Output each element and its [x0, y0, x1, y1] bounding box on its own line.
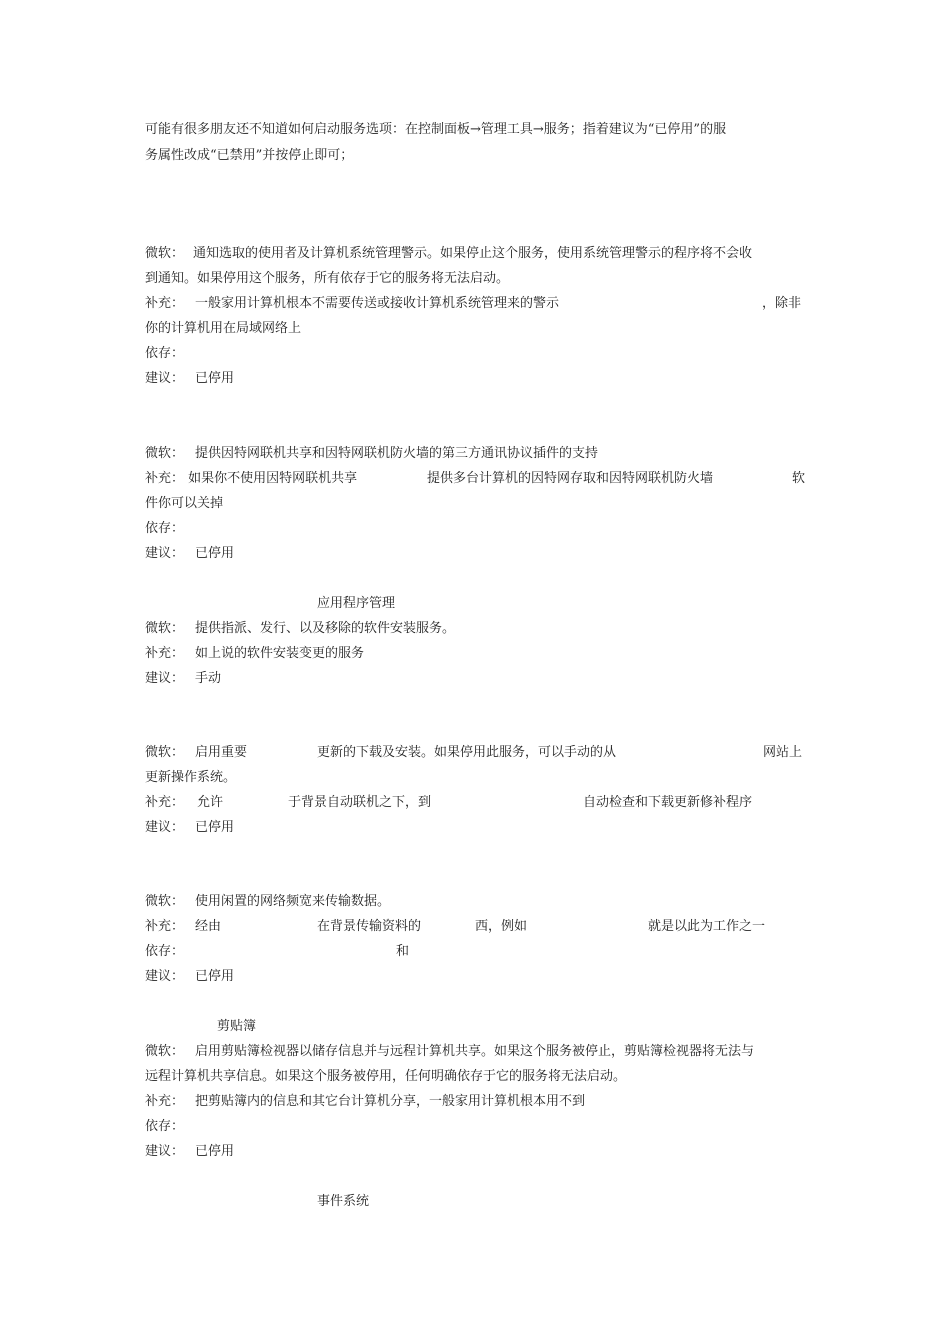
- s5-rec-value: 已停用: [195, 969, 235, 984]
- s5-dep-label: 依存：: [145, 944, 185, 959]
- s6-supp-text: 把剪贴簿内的信息和其它台计算机分享，一般家用计算机根本用不到: [195, 1094, 586, 1109]
- s6-rec-value: 已停用: [195, 1144, 235, 1159]
- s1-ms-cont: 到通知。如果停用这个服务，所有依存于它的服务将无法启动。: [145, 271, 510, 286]
- s7-heading: 事件系统: [317, 1194, 370, 1209]
- s6-supp-label: 补充：: [145, 1094, 185, 1109]
- s5-supp-text-d: 就是以此为工作之一: [648, 919, 766, 934]
- s4-rec-value: 已停用: [195, 820, 235, 835]
- s3-ms-label: 微软：: [145, 621, 185, 636]
- s6-ms-text: 启用剪贴簿检视器以储存信息并与远程计算机共享。如果这个服务被停止，剪贴簿检视器将无法与: [195, 1044, 755, 1059]
- s6-ms-label: 微软：: [145, 1044, 185, 1059]
- s6-dep-label: 依存：: [145, 1119, 185, 1134]
- s5-supp-text-b: 在背景传输资料的: [317, 919, 422, 934]
- s1-supp-text-a: 一般家用计算机根本不需要传送或接收计算机系统管理来的警示: [195, 296, 560, 311]
- s3-rec-label: 建议：: [145, 671, 185, 686]
- s1-ms-label: 微软：: [145, 246, 185, 261]
- s3-ms-text: 提供指派、发行、以及移除的软件安装服务。: [195, 621, 456, 636]
- s6-heading: 剪贴簿: [217, 1019, 257, 1034]
- s5-supp-text-a: 经由: [195, 919, 222, 934]
- s4-supp-text-b: 于背景自动联机之下，到: [288, 795, 432, 810]
- s5-supp-label: 补充：: [145, 919, 185, 934]
- s1-supp-label: 补充：: [145, 296, 185, 311]
- s4-ms-cont: 更新操作系统。: [145, 770, 237, 785]
- s2-rec-label: 建议：: [145, 546, 185, 561]
- s1-ms-text: 通知选取的使用者及计算机系统管理警示。如果停止这个服务，使用系统管理警示的程序将不会收: [193, 246, 753, 261]
- s3-supp-label: 补充：: [145, 646, 185, 661]
- s5-supp-text-c: 西，例如: [475, 919, 528, 934]
- s4-supp-text-a: 允许: [197, 795, 224, 810]
- intro-line-1: 可能有很多朋友还不知道如何启动服务选项：在控制面板→管理工具→服务；指着建议为“已停用”的服: [145, 122, 727, 137]
- s5-ms-text: 使用闲置的网络频宽来传输数据。: [195, 894, 391, 909]
- s2-supp-cont: 件你可以关掉: [145, 496, 224, 511]
- s4-ms-text-b: 更新的下载及安装。如果停用此服务，可以手动的从: [317, 745, 617, 760]
- s4-ms-text-c: 网站上: [763, 745, 803, 760]
- s2-supp-text-a: 补充： 如果你不使用因特网联机共享: [145, 471, 358, 486]
- s6-rec-label: 建议：: [145, 1144, 185, 1159]
- s1-supp-cont: 你的计算机用在局域网络上: [145, 321, 302, 336]
- s5-ms-label: 微软：: [145, 894, 185, 909]
- s4-rec-label: 建议：: [145, 820, 185, 835]
- s2-rec-value: 已停用: [195, 546, 235, 561]
- s4-supp-label: 补充：: [145, 795, 185, 810]
- s3-heading: 应用程序管理: [317, 596, 396, 611]
- s3-supp-text: 如上说的软件安装变更的服务: [195, 646, 365, 661]
- s2-supp-text-b: 提供多台计算机的因特网存取和因特网联机防火墙: [427, 471, 714, 486]
- s4-supp-text-c: 自动检查和下载更新修补程序: [583, 795, 753, 810]
- s1-supp-text-b: ，除非: [762, 296, 802, 311]
- s1-rec-value: 已停用: [195, 371, 235, 386]
- s4-ms-label: 微软：: [145, 745, 185, 760]
- s2-dep-label: 依存：: [145, 521, 185, 536]
- s1-dep-label: 依存：: [145, 346, 185, 361]
- s5-rec-label: 建议：: [145, 969, 185, 984]
- s4-ms-text-a: 启用重要: [195, 745, 248, 760]
- s1-rec-label: 建议：: [145, 371, 185, 386]
- s2-supp-text-c: 软: [792, 471, 806, 486]
- s2-ms-text: 提供因特网联机共享和因特网联机防火墙的第三方通讯协议插件的支持: [195, 446, 599, 461]
- s6-ms-cont: 远程计算机共享信息。如果这个服务被停用，任何明确依存于它的服务将无法启动。: [145, 1069, 627, 1084]
- intro-line-2: 务属性改成“已禁用”并按停止即可；: [145, 148, 354, 163]
- s2-ms-label: 微软：: [145, 446, 185, 461]
- s5-dep-and: 和: [396, 944, 410, 959]
- s3-rec-value: 手动: [195, 671, 222, 686]
